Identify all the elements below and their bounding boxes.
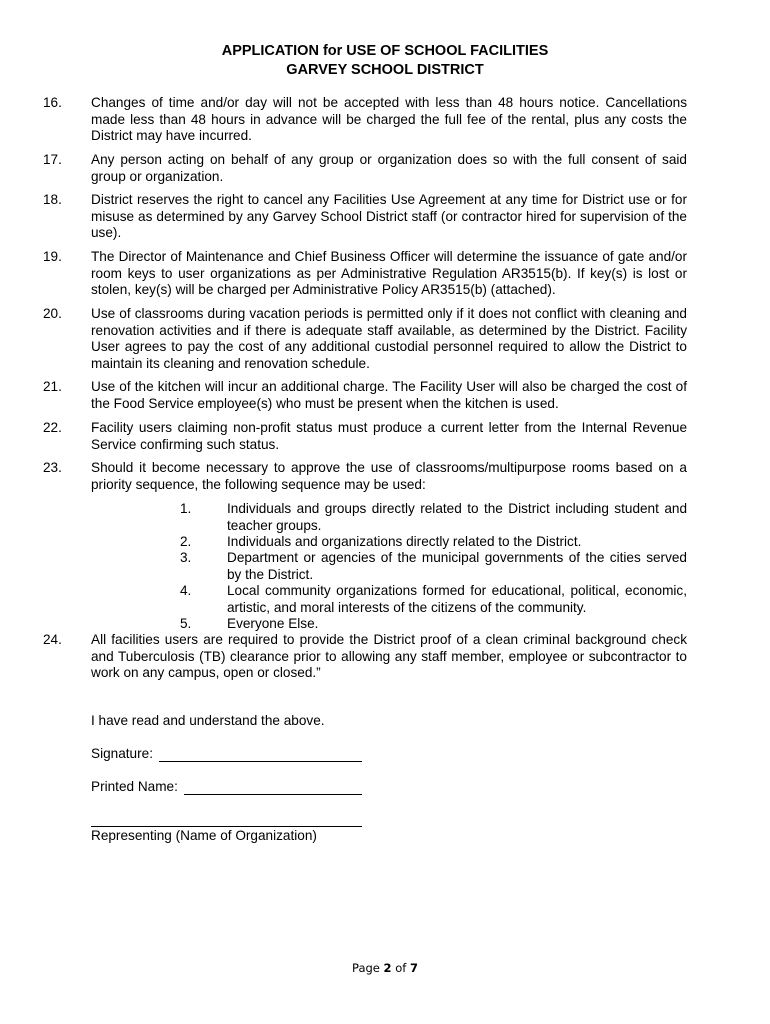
acknowledgement-statement: I have read and understand the above. xyxy=(91,713,325,728)
organization-line[interactable] xyxy=(91,826,362,827)
priority-item-3 xyxy=(180,550,687,583)
document-title: APPLICATION for USE OF SCHOOL FACILITIES xyxy=(221,43,549,59)
page-footer xyxy=(0,961,770,975)
signature-label: Signature: xyxy=(91,746,153,761)
district-name: GARVEY SCHOOL DISTRICT xyxy=(286,62,484,78)
rule-number: 17. xyxy=(43,152,62,167)
page-word: Page xyxy=(352,961,380,975)
total-pages-number: 7 xyxy=(409,961,418,975)
priority-text: Individuals and groups directly related to the District including student and teacher groups. xyxy=(227,501,687,533)
of-word: of xyxy=(395,961,407,975)
rule-text: Any person acting on behalf of any group or organization does so with the full consent of said group or organization. xyxy=(91,152,687,184)
rule-item-20 xyxy=(43,306,687,372)
priority-text: Department or agencies of the municipal governments of the cities served by the District. xyxy=(227,550,687,582)
priority-item-1 xyxy=(180,501,687,534)
rule-text: Facility users claiming non-profit status must produce a current letter from the Internal Revenue Service confirming such status. xyxy=(91,420,687,452)
printed-name-label: Printed Name: xyxy=(91,779,178,794)
rule-text: District reserves the right to cancel any Facilities Use Agreement at any time for District use or for misuse as determined by any Garvey School District staff (or contractor hired for supervision of the use). xyxy=(91,192,687,240)
priority-text: Everyone Else. xyxy=(227,616,319,631)
priority-text: Individuals and organizations directly related to the District. xyxy=(227,534,582,549)
rule-item-16 xyxy=(43,95,687,145)
rule-number: 18. xyxy=(43,192,62,207)
current-page-number: 2 xyxy=(383,961,392,975)
rule-text: All facilities users are required to provide the District proof of a clean criminal background check and Tuberculosis (TB) clearance prior to allowing any staff member, employee or subcontractor to work on any campus, open or closed.” xyxy=(91,632,687,680)
rule-text: Use of the kitchen will incur an additional charge. The Facility User will also be charged the cost of the Food Service employee(s) who must be present when the kitchen is used. xyxy=(91,379,687,411)
rule-number: 20. xyxy=(43,306,62,321)
priority-number: 5. xyxy=(180,616,192,631)
priority-item-2 xyxy=(180,534,687,551)
printed-name-line[interactable] xyxy=(184,794,362,795)
representing-label: Representing (Name of Organization) xyxy=(91,828,317,843)
priority-number: 3. xyxy=(180,550,192,565)
signature-line[interactable] xyxy=(159,761,362,762)
priority-number: 4. xyxy=(180,583,192,598)
rule-number: 24. xyxy=(43,632,62,647)
priority-item-5 xyxy=(180,616,687,633)
rule-number: 21. xyxy=(43,379,62,394)
rule-number: 19. xyxy=(43,249,62,264)
rule-item-24 xyxy=(43,632,687,682)
rule-item-23 xyxy=(43,460,687,493)
rule-text: The Director of Maintenance and Chief Business Officer will determine the issuance of gate and/or room keys to user organizations as per Administrative Regulation AR3515(b). If key(s) is lost or stolen, key(s) will be charged per Administrative Policy AR3515(b) (attached). xyxy=(91,249,687,297)
rule-item-21 xyxy=(43,379,687,412)
priority-text: Local community organizations formed for educational, political, economic, artistic, and moral interests of the citizens of the community. xyxy=(227,583,687,615)
priority-item-4 xyxy=(180,583,687,616)
priority-number: 2. xyxy=(180,534,192,549)
rule-item-22 xyxy=(43,420,687,453)
rule-text: Use of classrooms during vacation periods is permitted only if it does not conflict with cleaning and renovation activities and if there is adequate staff available, as determined by the District. Facility User agrees to pay the cost of any additional custodial personnel required to allow the District to maintain its cleaning and renovation schedule. xyxy=(91,306,687,371)
rule-number: 22. xyxy=(43,420,62,435)
rule-item-18 xyxy=(43,192,687,242)
rule-item-17 xyxy=(43,152,687,185)
rule-number: 23. xyxy=(43,460,62,475)
priority-number: 1. xyxy=(180,501,192,516)
rule-number: 16. xyxy=(43,95,62,110)
rule-item-19 xyxy=(43,249,687,299)
rule-text: Changes of time and/or day will not be accepted with less than 48 hours notice. Cancellations made less than 48 hours in advance will be charged the full fee of the rental, plus any costs the District may have incurred. xyxy=(91,95,687,143)
rule-text: Should it become necessary to approve the use of classrooms/multipurpose rooms based on a priority sequence, the following sequence may be used: xyxy=(91,460,687,492)
